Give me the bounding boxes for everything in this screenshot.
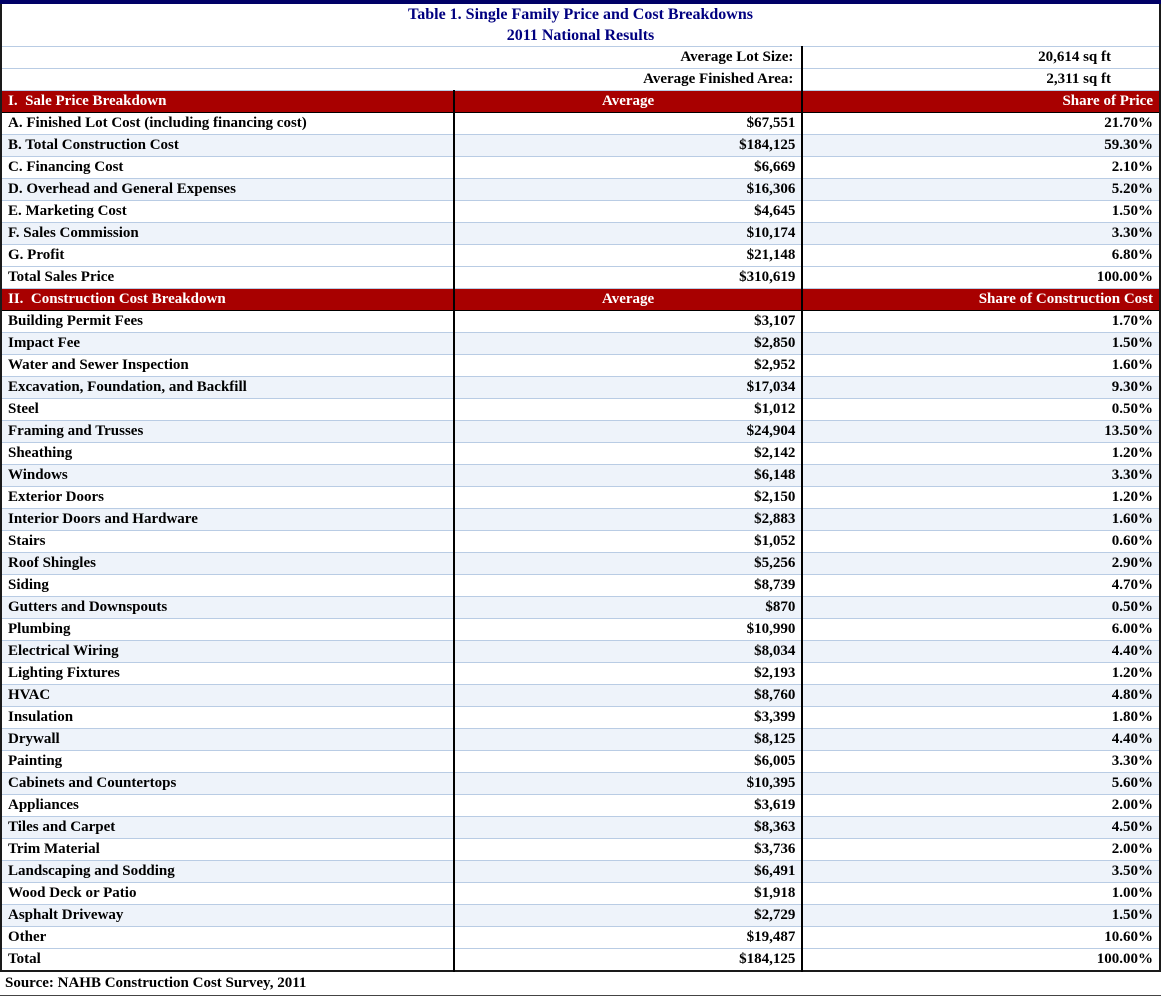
row-share-value: 0.60% [802,531,1160,553]
table-row [1,113,1160,135]
row-average-value: $1,052 [454,531,803,553]
row-share-value: 1.60% [802,509,1160,531]
row-share-value: 3.30% [802,751,1160,773]
row-share-value: 0.50% [802,597,1160,619]
table-row [1,443,1160,465]
row-share-value: 6.80% [802,245,1160,267]
row-share-value: 9.30% [802,377,1160,399]
row-average-value: $21,148 [454,245,803,267]
table-row [1,597,1160,619]
row-share-value: 1.60% [802,355,1160,377]
row-average-value: $2,850 [454,333,803,355]
table-row [1,927,1160,949]
table-row [1,135,1160,157]
table-row [1,311,1160,333]
section-average-header: Average [454,91,803,113]
row-label: Asphalt Driveway [1,905,454,927]
row-average-value: $2,952 [454,355,803,377]
row-average-value: $5,256 [454,553,803,575]
row-average-value: $17,034 [454,377,803,399]
table-row [1,905,1160,927]
row-share-value: 3.30% [802,465,1160,487]
row-label: G. Profit [1,245,454,267]
row-label: Insulation [1,707,454,729]
table-title-row [1,2,1160,25]
row-average-value: $2,142 [454,443,803,465]
table-row [1,399,1160,421]
section-title: II. Construction Cost Breakdown [1,289,454,311]
row-share-value: 1.50% [802,333,1160,355]
row-share-value: 1.80% [802,707,1160,729]
row-label: Trim Material [1,839,454,861]
row-average-value: $6,491 [454,861,803,883]
table-row [1,355,1160,377]
row-average-value: $2,729 [454,905,803,927]
section-header-row [1,289,1160,311]
table-title-line1: Table 1. Single Family Price and Cost Breakdowns [1,2,1160,25]
row-label: Drywall [1,729,454,751]
row-label: Wood Deck or Patio [1,883,454,905]
row-share-value: 4.80% [802,685,1160,707]
summary-row-lot-size [1,47,1160,69]
row-label: Electrical Wiring [1,641,454,663]
row-average-value: $8,760 [454,685,803,707]
row-share-value: 1.50% [802,905,1160,927]
row-average-value: $19,487 [454,927,803,949]
table-row [1,377,1160,399]
table-row [1,729,1160,751]
row-share-value: 1.70% [802,311,1160,333]
row-average-value: $6,669 [454,157,803,179]
row-label: HVAC [1,685,454,707]
row-average-value: $2,193 [454,663,803,685]
row-label: B. Total Construction Cost [1,135,454,157]
row-share-value: 13.50% [802,421,1160,443]
row-average-value: $3,736 [454,839,803,861]
row-label: A. Finished Lot Cost (including financing cost) [1,113,454,135]
avg-finished-area-value: 2,311 sq ft [802,69,1160,91]
row-label: D. Overhead and General Expenses [1,179,454,201]
row-share-value: 0.50% [802,399,1160,421]
row-average-value: $3,107 [454,311,803,333]
total-label: Total Sales Price [1,267,454,289]
table-row [1,223,1160,245]
row-share-value: 10.60% [802,927,1160,949]
table-row [1,201,1160,223]
row-average-value: $1,012 [454,399,803,421]
total-label: Total [1,949,454,972]
section-title: I. Sale Price Breakdown [1,91,454,113]
table-title-line2: 2011 National Results [1,25,1160,47]
table-row [1,641,1160,663]
row-average-value: $2,883 [454,509,803,531]
total-average-value: $184,125 [454,949,803,972]
table-body [1,2,1160,971]
section-average-header: Average [454,289,803,311]
row-label: Appliances [1,795,454,817]
row-average-value: $6,148 [454,465,803,487]
row-share-value: 2.00% [802,839,1160,861]
row-label: Gutters and Downspouts [1,597,454,619]
row-average-value: $3,399 [454,707,803,729]
row-average-value: $10,395 [454,773,803,795]
row-share-value: 1.20% [802,487,1160,509]
row-share-value: 3.30% [802,223,1160,245]
section-share-header: Share of Construction Cost [802,289,1160,311]
table-row [1,685,1160,707]
row-average-value: $10,990 [454,619,803,641]
row-average-value: $8,125 [454,729,803,751]
section-share-header: Share of Price [802,91,1160,113]
row-label: Exterior Doors [1,487,454,509]
row-average-value: $10,174 [454,223,803,245]
row-average-value: $2,150 [454,487,803,509]
table-row [1,773,1160,795]
total-row [1,267,1160,289]
table-row [1,245,1160,267]
row-label: Water and Sewer Inspection [1,355,454,377]
table-row [1,157,1160,179]
table-row [1,663,1160,685]
row-average-value: $1,918 [454,883,803,905]
row-share-value: 1.20% [802,443,1160,465]
row-share-value: 4.40% [802,729,1160,751]
row-label: Landscaping and Sodding [1,861,454,883]
row-share-value: 1.50% [802,201,1160,223]
table-row [1,333,1160,355]
row-average-value: $67,551 [454,113,803,135]
table-row [1,817,1160,839]
table-row [1,751,1160,773]
row-label: Painting [1,751,454,773]
row-label: Tiles and Carpet [1,817,454,839]
row-label: Framing and Trusses [1,421,454,443]
section-header-row [1,91,1160,113]
row-label: Sheathing [1,443,454,465]
row-label: Lighting Fixtures [1,663,454,685]
row-share-value: 4.40% [802,641,1160,663]
total-average-value: $310,619 [454,267,803,289]
row-label: Excavation, Foundation, and Backfill [1,377,454,399]
avg-finished-area-label: Average Finished Area: [1,69,802,91]
row-share-value: 59.30% [802,135,1160,157]
summary-row-finished-area [1,69,1160,91]
row-label: Roof Shingles [1,553,454,575]
row-share-value: 2.00% [802,795,1160,817]
row-label: Windows [1,465,454,487]
table-subtitle-row [1,25,1160,47]
row-average-value: $4,645 [454,201,803,223]
row-label: Plumbing [1,619,454,641]
table-row [1,531,1160,553]
row-share-value: 4.50% [802,817,1160,839]
row-average-value: $16,306 [454,179,803,201]
row-average-value: $6,005 [454,751,803,773]
row-share-value: 2.10% [802,157,1160,179]
row-label: F. Sales Commission [1,223,454,245]
row-average-value: $3,619 [454,795,803,817]
total-share-value: 100.00% [802,949,1160,972]
row-share-value: 5.20% [802,179,1160,201]
avg-lot-size-value: 20,614 sq ft [802,47,1160,69]
table-row [1,795,1160,817]
row-share-value: 5.60% [802,773,1160,795]
source-note: Source: NAHB Construction Cost Survey, 2011 [0,972,1161,996]
row-label: Siding [1,575,454,597]
row-label: Impact Fee [1,333,454,355]
row-average-value: $184,125 [454,135,803,157]
table-row [1,179,1160,201]
total-share-value: 100.00% [802,267,1160,289]
row-label: Steel [1,399,454,421]
table-row [1,509,1160,531]
row-average-value: $870 [454,597,803,619]
row-share-value: 1.00% [802,883,1160,905]
table-row [1,883,1160,905]
row-share-value: 1.20% [802,663,1160,685]
row-share-value: 21.70% [802,113,1160,135]
row-label: Cabinets and Countertops [1,773,454,795]
row-average-value: $8,739 [454,575,803,597]
table-row [1,421,1160,443]
row-average-value: $8,034 [454,641,803,663]
table-row [1,707,1160,729]
table-row [1,553,1160,575]
row-average-value: $8,363 [454,817,803,839]
row-share-value: 6.00% [802,619,1160,641]
row-label: C. Financing Cost [1,157,454,179]
table-row [1,861,1160,883]
row-share-value: 2.90% [802,553,1160,575]
row-label: Interior Doors and Hardware [1,509,454,531]
table-row [1,839,1160,861]
row-label: Other [1,927,454,949]
avg-lot-size-label: Average Lot Size: [1,47,802,69]
table-row [1,575,1160,597]
row-average-value: $24,904 [454,421,803,443]
row-label: Building Permit Fees [1,311,454,333]
table-row [1,487,1160,509]
table-row [1,465,1160,487]
row-share-value: 4.70% [802,575,1160,597]
table-row [1,619,1160,641]
row-label: Stairs [1,531,454,553]
total-row [1,949,1160,972]
row-share-value: 3.50% [802,861,1160,883]
row-label: E. Marketing Cost [1,201,454,223]
